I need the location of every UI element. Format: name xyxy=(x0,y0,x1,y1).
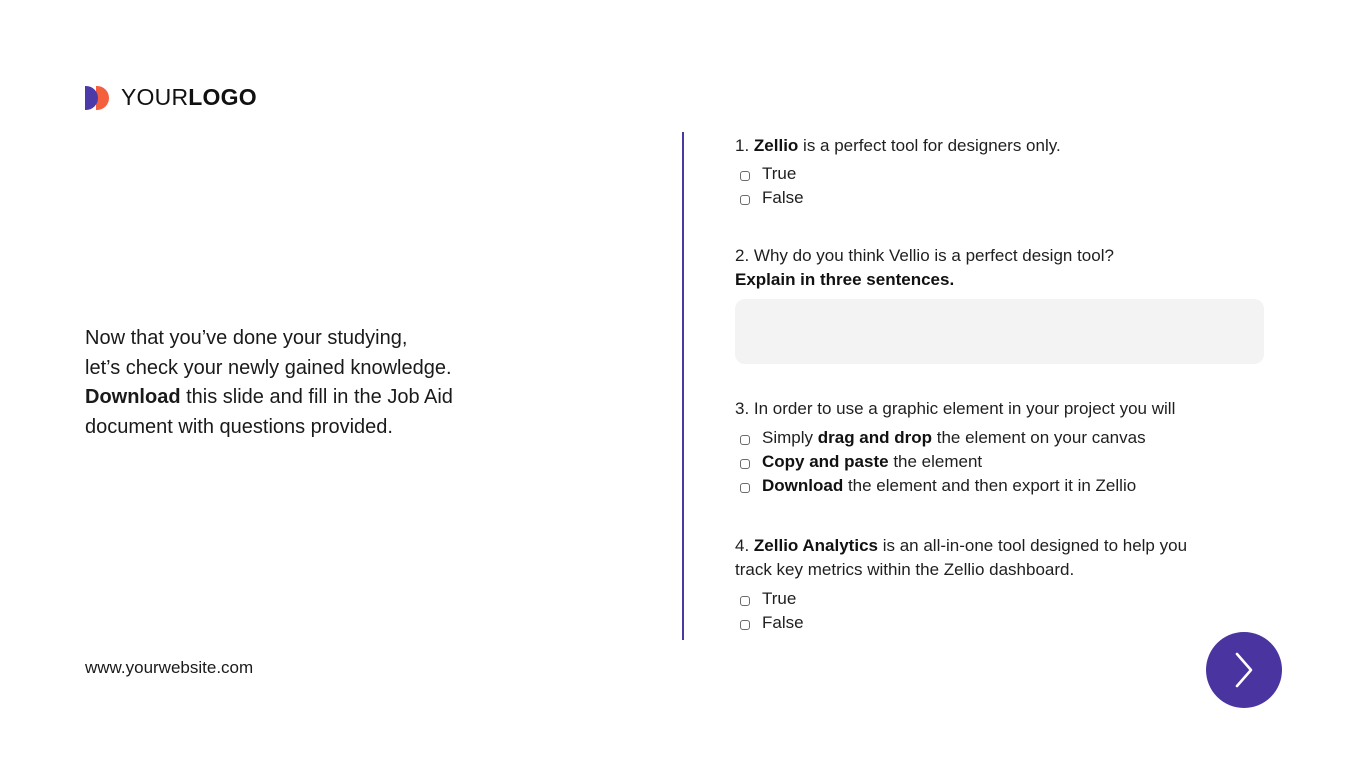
question-2-text: 2. Why do you think Vellio is a perfect design tool? xyxy=(735,246,1114,265)
question-2 xyxy=(735,244,1255,292)
checkbox[interactable] xyxy=(740,435,750,445)
checkbox[interactable] xyxy=(740,620,750,630)
logo-text: YOURLOGO xyxy=(121,84,257,110)
question-3-option-download[interactable]: Download the element and then export it in Zellio xyxy=(735,474,1255,498)
question-3-option-drag-drop[interactable]: Simply drag and drop the element on your canvas xyxy=(735,426,1255,450)
question-1-text: 1. Zellio is a perfect tool for designers only. xyxy=(735,136,1061,155)
intro-text: Now that you’ve done your studying, let’s check your newly gained knowledge. Download this slide and fill in the Job Aid document with questions provided. xyxy=(85,327,453,438)
question-2-instruction: Explain in three sentences. xyxy=(735,270,955,289)
logo-mark-icon xyxy=(85,86,111,110)
question-3-text: 3. In order to use a graphic element in your project you will xyxy=(735,399,1176,418)
question-1-option-false[interactable]: False xyxy=(735,186,1255,210)
checkbox[interactable] xyxy=(740,596,750,606)
question-2-answer-input[interactable] xyxy=(735,299,1264,364)
website-link[interactable]: www.yourwebsite.com xyxy=(85,658,254,677)
question-1 xyxy=(735,134,1255,210)
question-1-option-true[interactable]: True xyxy=(735,162,1255,186)
logo xyxy=(85,84,257,111)
question-3-option-copy-paste[interactable]: Copy and paste the element xyxy=(735,450,1255,474)
checkbox[interactable] xyxy=(740,195,750,205)
question-4: 4. Zellio Analytics is an all-in-one tool designed to help you track key metrics within the Zellio dashboard. True False xyxy=(735,534,1255,635)
question-3 xyxy=(735,397,1255,498)
checkbox[interactable] xyxy=(740,171,750,181)
vertical-divider xyxy=(682,132,684,640)
chevron-right-icon xyxy=(1232,650,1256,690)
question-4-option-false[interactable]: False xyxy=(735,611,1255,635)
question-4-option-true[interactable]: True xyxy=(735,587,1255,611)
checkbox[interactable] xyxy=(740,483,750,493)
checkbox[interactable] xyxy=(740,459,750,469)
question-4-text: 4. Zellio Analytics is an all-in-one tool designed to help you xyxy=(735,536,1188,555)
next-button[interactable] xyxy=(1206,632,1282,708)
